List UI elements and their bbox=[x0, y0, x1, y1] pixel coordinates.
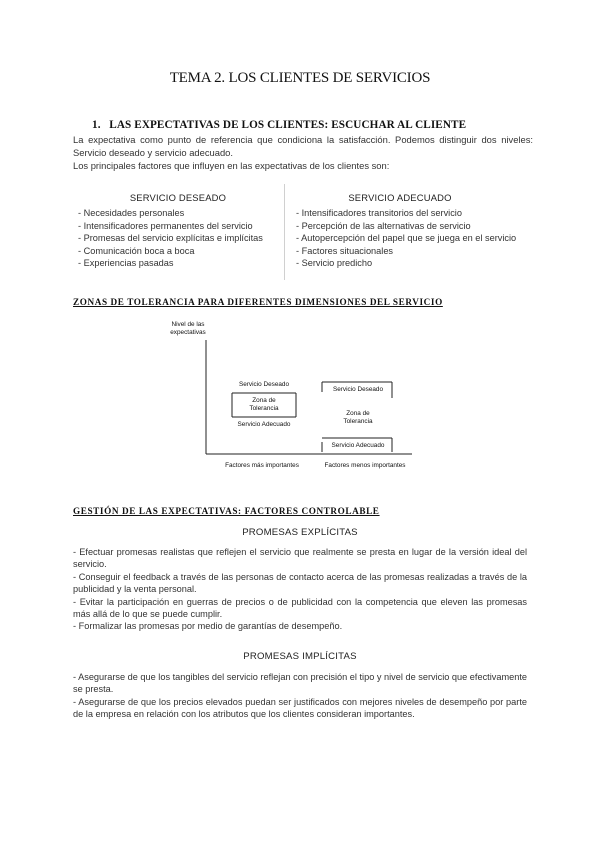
list-item: - Promesas del servicio explícitas e implícitas bbox=[78, 233, 263, 244]
page-title: TEMA 2. LOS CLIENTES DE SERVICIOS bbox=[169, 70, 431, 86]
list-item: - Servicio predicho bbox=[296, 258, 373, 269]
zonas-heading: ZONAS DE TOLERANCIA PARA DIFERENTES DIMENSIONES DEL SERVICIO bbox=[73, 297, 443, 307]
list-item: - Formalizar las promesas por medio de garantías de desempeño. bbox=[73, 621, 343, 632]
intro-line-2: Servicio deseado y servicio adecuado. bbox=[73, 147, 233, 158]
right-desired-label: Servicio Deseado bbox=[332, 386, 384, 393]
section-title: LAS EXPECTATIVAS DE LOS CLIENTES: ESCUCHAR AL CLIENTE bbox=[109, 119, 467, 131]
zone-label-line: Tolerancia bbox=[249, 405, 279, 412]
list-item: - Autopercepción del papel que se juega en el servicio bbox=[296, 233, 517, 244]
explicit-heading: PROMESAS EXPLÍCITAS bbox=[242, 527, 358, 538]
section-number: 1. bbox=[92, 119, 101, 131]
intro-line-1: La expectativa como punto de referencia que condiciona la satisfacción. Podemos distinguir dos niveles: bbox=[73, 134, 533, 145]
adecuado-heading: SERVICIO ADECUADO bbox=[348, 192, 452, 203]
left-zone-label bbox=[234, 397, 294, 413]
tolerance-diagram bbox=[150, 318, 430, 478]
right-zone-label bbox=[320, 410, 396, 426]
list-item: - Comunicación boca a boca bbox=[78, 245, 195, 256]
deseado-list bbox=[78, 207, 283, 270]
list-item: - Factores situacionales bbox=[296, 245, 394, 256]
list-item: - Intensificadores transitorios del servicio bbox=[296, 208, 462, 218]
list-item: - Conseguir el feedback a través de las personas de contacto acerca de las promesas realizadas a través de la publicidad y la venta personal. bbox=[73, 571, 527, 595]
list-item: - Intensificadores permanentes del servicio bbox=[78, 220, 253, 231]
implicit-list bbox=[73, 671, 527, 721]
left-adequate-label: Servicio Adecuado bbox=[237, 421, 291, 428]
intro-line-3: Los principales factores que influyen en las expectativas de los clientes son: bbox=[73, 160, 390, 171]
list-item: - Evitar la participación en guerras de precios o de publicidad con la competencia que eleven las promesas más allá de lo que se puede cumplir. bbox=[73, 596, 527, 620]
y-axis-label-line: expectativas bbox=[170, 329, 206, 336]
list-item: - Asegurarse de que los precios elevados puedan ser justificados con mejores niveles de desempeño por parte de la empresa en relación con los atributos que los clientes consideran importantes. bbox=[73, 696, 527, 720]
zone-label-line: Zona de bbox=[252, 397, 276, 404]
y-axis-label-line: Nivel de las bbox=[171, 321, 205, 328]
explicit-list bbox=[73, 546, 527, 633]
list-item: - Percepción de las alternativas de servicio bbox=[296, 220, 471, 231]
right-adequate-label: Servicio Adecuado bbox=[331, 442, 385, 449]
adecuado-list bbox=[296, 207, 536, 270]
column-divider bbox=[284, 184, 285, 280]
list-item: - Experiencias pasadas bbox=[78, 258, 174, 269]
implicit-heading: PROMESAS IMPLÍCITAS bbox=[243, 651, 357, 662]
list-item: - Efectuar promesas realistas que reflejen el servicio que realmente se presta en lugar de la versión ideal del servicio. bbox=[73, 547, 527, 570]
left-desired-label: Servicio Deseado bbox=[238, 381, 290, 388]
zone-label-line: Tolerancia bbox=[343, 418, 373, 425]
gestion-heading: GESTIÓN DE LAS EXPECTATIVAS: FACTORES CONTROLABLE bbox=[73, 506, 380, 516]
section-heading bbox=[92, 119, 466, 131]
list-item: - Asegurarse de que los tangibles del servicio reflejan con precisión el tipo y nivel de servicio que efectivamente se presta. bbox=[73, 672, 528, 695]
list-item: - Necesidades personales bbox=[78, 208, 185, 218]
x-axis-right-label: Factores menos importantes bbox=[324, 462, 406, 469]
deseado-heading: SERVICIO DESEADO bbox=[129, 192, 227, 203]
x-axis-left-label: Factores más importantes bbox=[225, 462, 299, 469]
zone-label-line: Zona de bbox=[346, 410, 370, 417]
